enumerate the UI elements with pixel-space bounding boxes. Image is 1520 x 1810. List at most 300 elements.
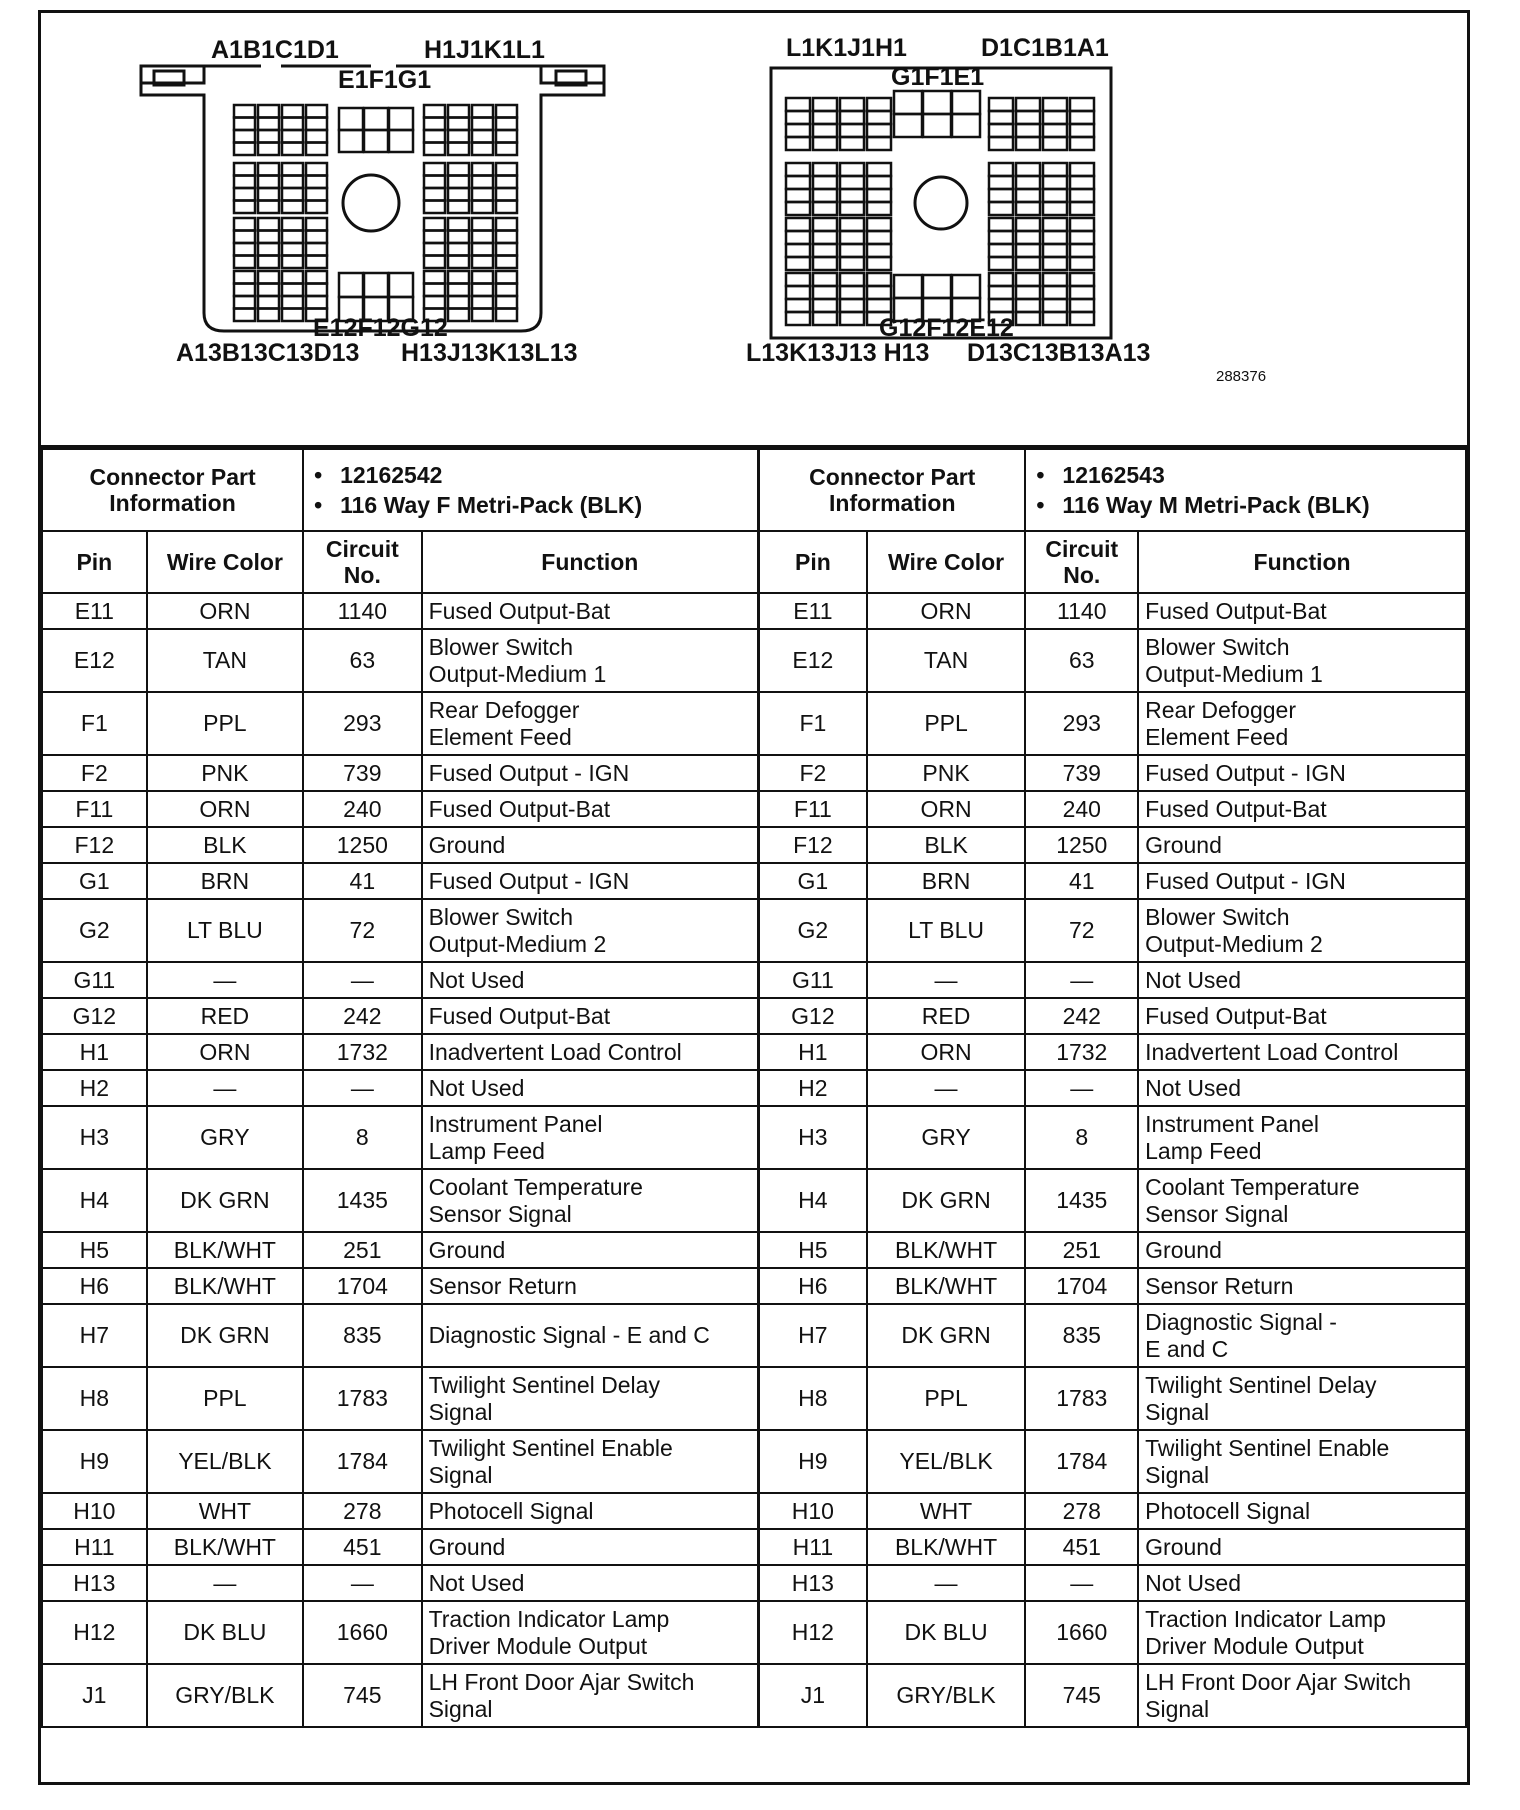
pin-cavity (448, 188, 469, 201)
function-cell-left: Twilight Sentinel Delay Signal (422, 1367, 759, 1430)
pin-cavity (306, 284, 327, 297)
table-row (42, 1565, 1466, 1601)
circuit-cell-right: 1140 (1025, 593, 1138, 629)
circuit-cell-right: 1784 (1025, 1430, 1138, 1493)
wire-color-cell-right: GRY (867, 1106, 1026, 1169)
pin-cavity (786, 111, 810, 124)
pin-cavity (813, 286, 837, 299)
pin-cavity (1016, 137, 1040, 150)
wire-color-cell-right: ORN (867, 1034, 1026, 1070)
pin-cavity (306, 130, 327, 143)
pin-cavity (282, 231, 303, 244)
pin-cavity (1043, 189, 1067, 202)
pin-cavity (496, 201, 517, 214)
pin-cavity (840, 244, 864, 257)
function-cell-right: Blower Switch Output-Medium 2 (1138, 899, 1466, 962)
circuit-cell-left: — (303, 1565, 421, 1601)
pin-cavity (472, 130, 493, 143)
function-cell-left: Inadvertent Load Control (422, 1034, 759, 1070)
function-cell-right: Ground (1138, 1232, 1466, 1268)
pin-cavity (989, 176, 1013, 189)
pin-cavity (989, 244, 1013, 257)
pin-cavity (424, 218, 445, 231)
male-pin-cavities (786, 91, 1094, 325)
circuit-cell-left: 835 (303, 1304, 421, 1367)
pin-cavity (989, 137, 1013, 150)
pin-cavity (306, 243, 327, 256)
circuit-cell-right: 451 (1025, 1529, 1138, 1565)
wire-color-cell-right: TAN (867, 629, 1026, 692)
wire-color-cell-left: BLK (147, 827, 303, 863)
function-cell-left: Not Used (422, 962, 759, 998)
pin-cell-right: H5 (759, 1232, 867, 1268)
pin-cell-right: H8 (759, 1367, 867, 1430)
connector-info-row (42, 449, 1466, 531)
pin-cell-right: F2 (759, 755, 867, 791)
wire-color-cell-left: TAN (147, 629, 303, 692)
pin-cavity (258, 163, 279, 176)
pin-cavity (867, 98, 891, 111)
function-cell-right: Not Used (1138, 1070, 1466, 1106)
wire-color-cell-left: ORN (147, 593, 303, 629)
pin-cavity (1016, 231, 1040, 244)
pin-cavity (786, 244, 810, 257)
pin-cavity (840, 312, 864, 325)
pin-cavity (813, 111, 837, 124)
pin-cell-right: H10 (759, 1493, 867, 1529)
function-cell-left: Sensor Return (422, 1268, 759, 1304)
pin-cavity (282, 163, 303, 176)
col-circuit-right: Circuit No. (1025, 531, 1138, 593)
pin-cell-right: J1 (759, 1664, 867, 1727)
pin-cavity (282, 284, 303, 297)
wire-color-cell-left: — (147, 1565, 303, 1601)
pin-cavity (424, 143, 445, 156)
pinout-rows (42, 593, 1466, 1727)
table-row (42, 791, 1466, 827)
pin-cell-left: H9 (42, 1430, 147, 1493)
pin-cavity (424, 271, 445, 284)
pin-cavity (472, 271, 493, 284)
col-function-left: Function (422, 531, 759, 593)
function-cell-right: Fused Output-Bat (1138, 998, 1466, 1034)
table-row (42, 1304, 1466, 1367)
pin-cavity (786, 218, 810, 231)
function-cell-left: Rear Defogger Element Feed (422, 692, 759, 755)
pin-cavity (867, 124, 891, 137)
pin-cavity (339, 130, 363, 152)
pin-cavity (234, 284, 255, 297)
left-inner-bottom-label: E12F12G12 (313, 314, 448, 342)
pin-cavity (448, 105, 469, 118)
pin-cavity (234, 105, 255, 118)
pin-cavity (840, 163, 864, 176)
pin-cavity (306, 218, 327, 231)
pin-cavity (448, 163, 469, 176)
wire-color-cell-right: PPL (867, 1367, 1026, 1430)
pin-cavity (1043, 176, 1067, 189)
circuit-cell-right: 278 (1025, 1493, 1138, 1529)
connector-part-info-right (1025, 449, 1466, 531)
pin-cavity (1070, 299, 1094, 312)
circuit-cell-left: 41 (303, 863, 421, 899)
function-cell-left: Fused Output - IGN (422, 863, 759, 899)
pin-cavity (989, 111, 1013, 124)
function-cell-right: Twilight Sentinel Delay Signal (1138, 1367, 1466, 1430)
pin-cavity (867, 111, 891, 124)
pin-cavity (867, 137, 891, 150)
pin-cavity (258, 201, 279, 214)
table-row (42, 1070, 1466, 1106)
pin-cavity (1043, 273, 1067, 286)
circuit-cell-right: 41 (1025, 863, 1138, 899)
function-cell-left: Blower Switch Output-Medium 2 (422, 899, 759, 962)
pin-cavity (306, 163, 327, 176)
pin-cavity (306, 231, 327, 244)
pin-cavity (989, 299, 1013, 312)
pin-cavity (258, 105, 279, 118)
column-header-row (42, 531, 1466, 593)
pin-cavity (472, 309, 493, 322)
table-row (42, 755, 1466, 791)
pin-cavity (867, 231, 891, 244)
pin-cavity (894, 114, 922, 137)
pin-cavity (234, 231, 255, 244)
pin-cavity (424, 118, 445, 131)
wire-color-cell-right: BRN (867, 863, 1026, 899)
function-cell-left: Traction Indicator Lamp Driver Module Output (422, 1601, 759, 1664)
pin-cavity (472, 188, 493, 201)
pin-cavity (923, 275, 951, 298)
pin-cavity (1016, 189, 1040, 202)
col-wire-color-right: Wire Color (867, 531, 1026, 593)
pin-cavity (1016, 202, 1040, 215)
circuit-cell-left: 240 (303, 791, 421, 827)
table-row (42, 593, 1466, 629)
pin-cavity (867, 189, 891, 202)
pin-cavity (923, 91, 951, 114)
function-cell-right: Diagnostic Signal - E and C (1138, 1304, 1466, 1367)
circuit-cell-right: 251 (1025, 1232, 1138, 1268)
function-cell-right: Not Used (1138, 1565, 1466, 1601)
pin-cell-left: H5 (42, 1232, 147, 1268)
function-cell-left: Not Used (422, 1565, 759, 1601)
pin-cavity (840, 218, 864, 231)
pin-cavity (840, 98, 864, 111)
pin-cavity (258, 118, 279, 131)
wire-color-cell-left: ORN (147, 1034, 303, 1070)
pin-cavity (867, 163, 891, 176)
table-row (42, 1232, 1466, 1268)
pin-cavity (448, 271, 469, 284)
pin-cavity (496, 243, 517, 256)
circuit-cell-right: 1250 (1025, 827, 1138, 863)
pin-cell-right: H6 (759, 1268, 867, 1304)
pin-cavity (448, 176, 469, 189)
pin-cavity (840, 257, 864, 270)
pin-cavity (448, 309, 469, 322)
pin-cavity (258, 256, 279, 269)
right-top-right-label: D1C1B1A1 (981, 34, 1109, 62)
pin-cavity (234, 188, 255, 201)
function-cell-right: Rear Defogger Element Feed (1138, 692, 1466, 755)
pin-cavity (448, 243, 469, 256)
circuit-cell-left: 1660 (303, 1601, 421, 1664)
pin-cavity (1070, 218, 1094, 231)
circuit-cell-left: 1784 (303, 1430, 421, 1493)
pin-cavity (786, 124, 810, 137)
connector-diagrams (41, 13, 1467, 448)
pin-cavity (258, 231, 279, 244)
pin-cell-left: G1 (42, 863, 147, 899)
pin-cavity (496, 231, 517, 244)
pin-cavity (282, 176, 303, 189)
circuit-cell-right: 242 (1025, 998, 1138, 1034)
function-cell-right: LH Front Door Ajar Switch Signal (1138, 1664, 1466, 1727)
circuit-cell-left: 63 (303, 629, 421, 692)
function-cell-left: Ground (422, 1529, 759, 1565)
function-cell-right: Fused Output-Bat (1138, 593, 1466, 629)
pin-cavity (282, 118, 303, 131)
pin-cavity (989, 163, 1013, 176)
pin-cavity (867, 299, 891, 312)
wire-color-cell-left: YEL/BLK (147, 1430, 303, 1493)
pin-cavity (1016, 163, 1040, 176)
pin-cavity (472, 118, 493, 131)
connector-info-label-right: Connector Part Information (759, 449, 1026, 531)
pin-cavity (424, 188, 445, 201)
function-cell-right: Not Used (1138, 962, 1466, 998)
pin-cell-left: H1 (42, 1034, 147, 1070)
pin-cell-left: E11 (42, 593, 147, 629)
wire-color-cell-left: GRY/BLK (147, 1664, 303, 1727)
pin-cavity (234, 143, 255, 156)
pin-cavity (258, 271, 279, 284)
pin-cavity (282, 256, 303, 269)
pin-cavity (840, 137, 864, 150)
pin-cavity (867, 273, 891, 286)
pin-cavity (282, 201, 303, 214)
pin-cavity (258, 296, 279, 309)
pin-cavity (1070, 124, 1094, 137)
pin-cavity (840, 286, 864, 299)
pin-cavity (1070, 202, 1094, 215)
pin-cavity (282, 188, 303, 201)
pin-cavity (472, 105, 493, 118)
connector-info-label-left: Connector Part Information (42, 449, 303, 531)
wire-color-cell-right: PNK (867, 755, 1026, 791)
pin-cell-right: H12 (759, 1601, 867, 1664)
col-circuit-left: Circuit No. (303, 531, 421, 593)
pin-cavity (840, 176, 864, 189)
pin-cell-right: H13 (759, 1565, 867, 1601)
pin-cavity (989, 218, 1013, 231)
pin-cavity (813, 257, 837, 270)
left-bottom-right-label: H13J13K13L13 (401, 339, 578, 367)
pin-cell-left: H11 (42, 1529, 147, 1565)
pin-cavity (1043, 202, 1067, 215)
pin-cavity (952, 275, 980, 298)
pin-cavity (1016, 299, 1040, 312)
pin-cavity (496, 176, 517, 189)
pin-cavity (867, 176, 891, 189)
pin-cavity (840, 111, 864, 124)
wire-color-cell-left: DK BLU (147, 1601, 303, 1664)
pin-cavity (234, 256, 255, 269)
pin-cavity (282, 130, 303, 143)
pin-cavity (786, 231, 810, 244)
pin-cavity (840, 124, 864, 137)
pin-cavity (496, 105, 517, 118)
connector-face-views (41, 13, 1467, 445)
pin-cavity (989, 231, 1013, 244)
pin-cavity (234, 243, 255, 256)
pin-cell-right: H1 (759, 1034, 867, 1070)
pin-cavity (1043, 244, 1067, 257)
pin-cavity (1070, 176, 1094, 189)
wire-color-cell-right: PPL (867, 692, 1026, 755)
pin-cavity (306, 271, 327, 284)
pin-cell-right: H7 (759, 1304, 867, 1367)
pin-cell-right: F1 (759, 692, 867, 755)
pin-cavity (472, 243, 493, 256)
pin-cavity (1016, 124, 1040, 137)
pin-cavity (496, 118, 517, 131)
table-row (42, 1493, 1466, 1529)
wire-color-cell-right: DK BLU (867, 1601, 1026, 1664)
pin-cavity (448, 284, 469, 297)
pin-cavity (424, 176, 445, 189)
pin-cavity (1043, 286, 1067, 299)
circuit-cell-left: 745 (303, 1664, 421, 1727)
pin-cavity (448, 231, 469, 244)
pin-cavity (813, 218, 837, 231)
pin-cavity (472, 256, 493, 269)
pin-cell-right: E12 (759, 629, 867, 692)
pin-cavity (813, 273, 837, 286)
wire-color-cell-left: DK GRN (147, 1304, 303, 1367)
pin-cell-right: G12 (759, 998, 867, 1034)
pin-cell-left: G11 (42, 962, 147, 998)
pin-cavity (472, 176, 493, 189)
wire-color-cell-left: ORN (147, 791, 303, 827)
pin-cavity (258, 218, 279, 231)
wire-color-cell-left: — (147, 962, 303, 998)
pin-cavity (472, 143, 493, 156)
pin-cavity (496, 163, 517, 176)
pin-cell-left: F2 (42, 755, 147, 791)
pin-cell-left: G2 (42, 899, 147, 962)
function-cell-left: Not Used (422, 1070, 759, 1106)
pin-cavity (813, 124, 837, 137)
pin-cavity (952, 114, 980, 137)
pin-cavity (1070, 231, 1094, 244)
pin-cavity (867, 218, 891, 231)
pin-cavity (234, 201, 255, 214)
pin-cavity (389, 108, 413, 130)
pin-cavity (840, 299, 864, 312)
pin-cell-left: F12 (42, 827, 147, 863)
pin-cavity (424, 163, 445, 176)
pin-cell-right: H3 (759, 1106, 867, 1169)
connector-part-info-left (303, 449, 758, 531)
wire-color-cell-left: — (147, 1070, 303, 1106)
function-cell-left: Coolant Temperature Sensor Signal (422, 1169, 759, 1232)
wire-color-cell-right: ORN (867, 593, 1026, 629)
col-pin-left: Pin (42, 531, 147, 593)
pin-cavity (258, 176, 279, 189)
female-connector-face (141, 66, 604, 331)
pin-cell-right: F12 (759, 827, 867, 863)
pin-cell-left: H13 (42, 1565, 147, 1601)
wire-color-cell-right: — (867, 1565, 1026, 1601)
pin-cell-left: H7 (42, 1304, 147, 1367)
pin-cavity (424, 296, 445, 309)
wire-color-cell-right: YEL/BLK (867, 1430, 1026, 1493)
pin-cell-right: G11 (759, 962, 867, 998)
pin-cavity (813, 312, 837, 325)
wire-color-cell-left: BLK/WHT (147, 1232, 303, 1268)
wire-color-cell-right: BLK/WHT (867, 1268, 1026, 1304)
table-row (42, 1268, 1466, 1304)
pin-cell-left: E12 (42, 629, 147, 692)
part-number-left: • 12162542 (340, 462, 751, 488)
table-row (42, 1034, 1466, 1070)
pin-cavity (1070, 189, 1094, 202)
circuit-cell-right: 1783 (1025, 1367, 1138, 1430)
pin-cavity (1043, 137, 1067, 150)
pin-cavity (234, 176, 255, 189)
pin-cavity (840, 273, 864, 286)
pin-cavity (424, 231, 445, 244)
pin-cavity (339, 108, 363, 130)
pin-cavity (1070, 244, 1094, 257)
pin-cavity (813, 244, 837, 257)
part-description-right: • 116 Way M Metri-Pack (BLK) (1062, 492, 1459, 518)
circuit-cell-right: — (1025, 1070, 1138, 1106)
pin-cavity (1043, 231, 1067, 244)
pin-cavity (786, 98, 810, 111)
pin-cell-right: G2 (759, 899, 867, 962)
pin-cavity (1070, 163, 1094, 176)
wire-color-cell-left: BLK/WHT (147, 1268, 303, 1304)
table-row (42, 1601, 1466, 1664)
pin-cavity (448, 201, 469, 214)
pin-cavity (786, 176, 810, 189)
circuit-cell-right: 1435 (1025, 1169, 1138, 1232)
pin-cavity (258, 188, 279, 201)
pin-cavity (282, 105, 303, 118)
circuit-cell-left: 251 (303, 1232, 421, 1268)
pin-cavity (840, 189, 864, 202)
pin-cavity (1043, 299, 1067, 312)
wire-color-cell-right: WHT (867, 1493, 1026, 1529)
circuit-cell-right: 835 (1025, 1304, 1138, 1367)
table-row (42, 1529, 1466, 1565)
pin-cavity (424, 243, 445, 256)
pin-cavity (496, 284, 517, 297)
pin-cavity (1070, 111, 1094, 124)
pin-cavity (867, 244, 891, 257)
pin-cavity (496, 296, 517, 309)
pin-cavity (364, 273, 388, 297)
function-cell-left: Photocell Signal (422, 1493, 759, 1529)
pin-cavity (448, 256, 469, 269)
pin-cavity (496, 143, 517, 156)
left-top-left-label: A1B1C1D1 (211, 36, 339, 64)
circuit-cell-left: 1140 (303, 593, 421, 629)
pin-cavity (1070, 257, 1094, 270)
